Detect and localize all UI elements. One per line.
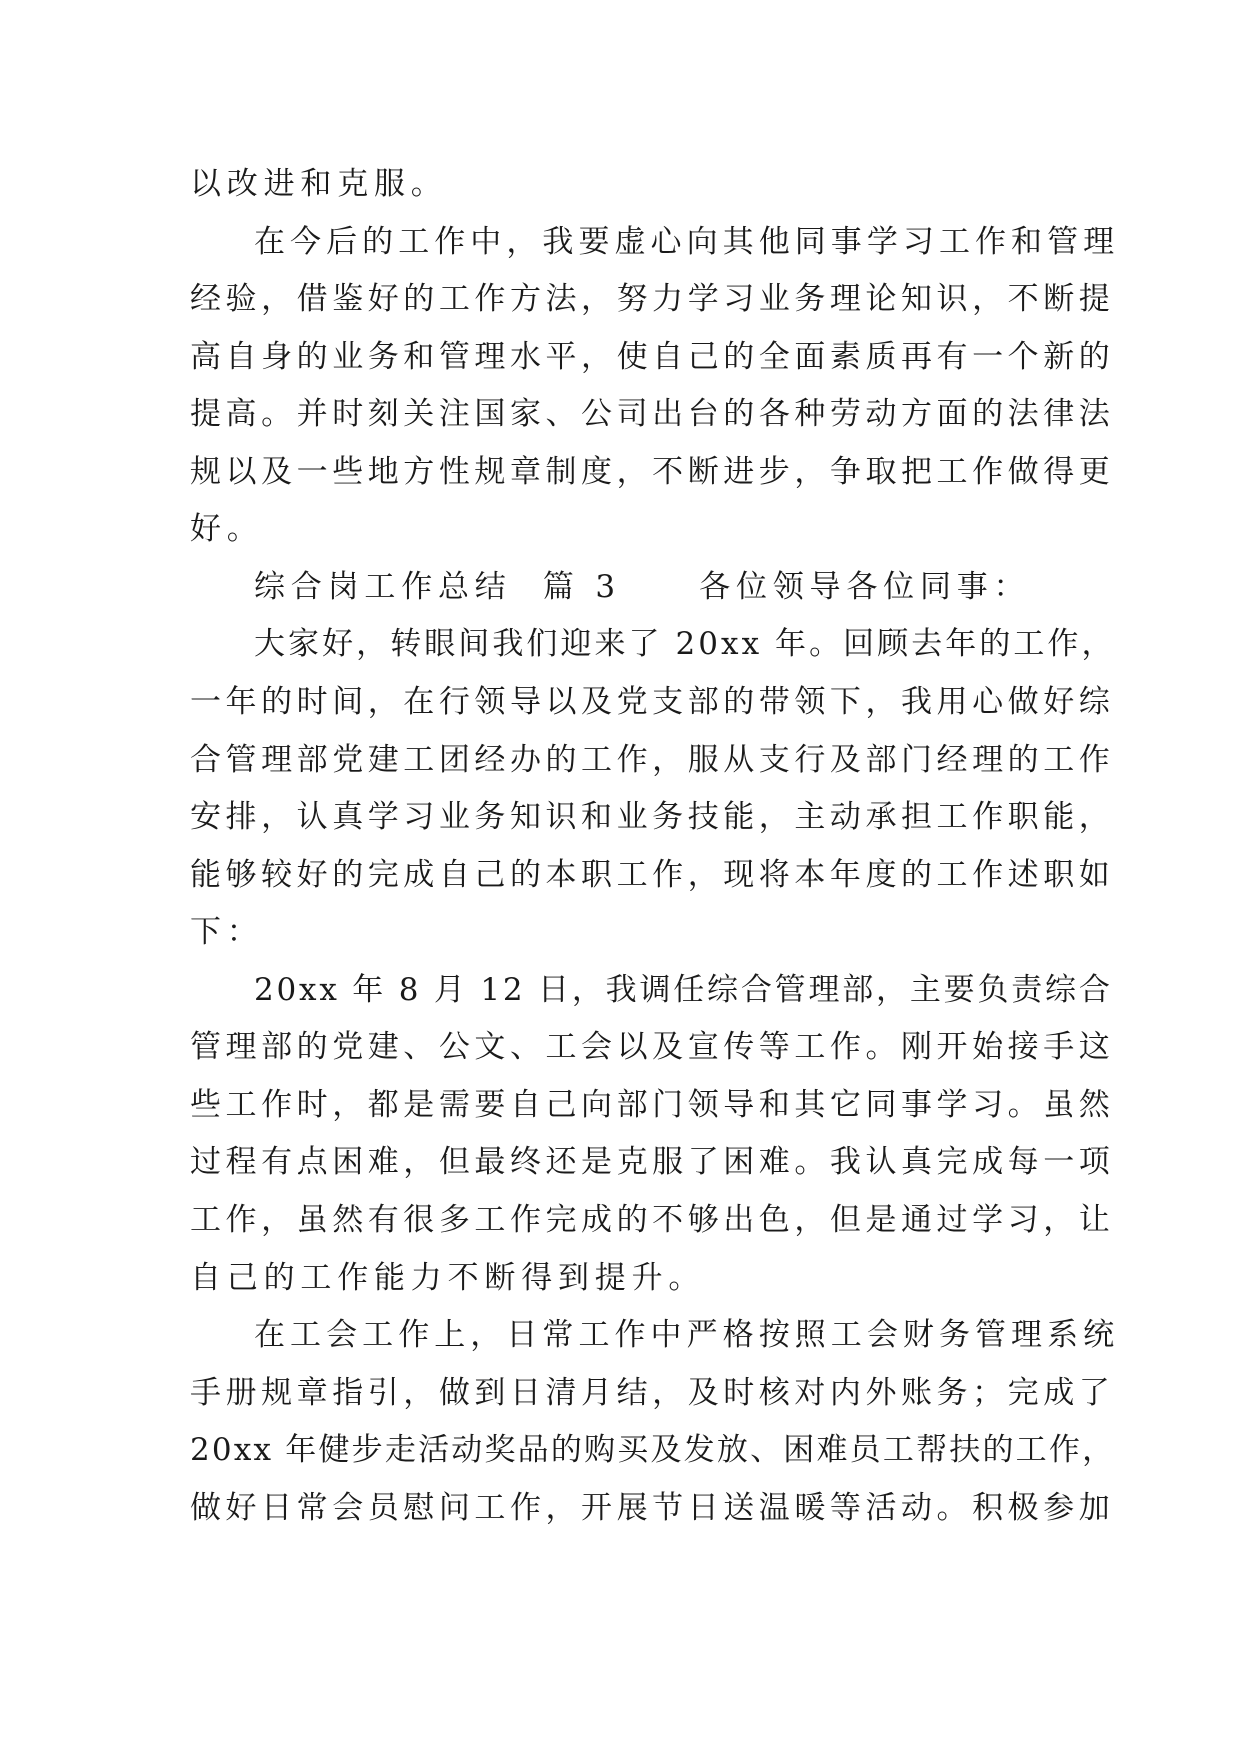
- text-line: 20xx 年 8 月 12 日，我调任综合管理部，主要负责综合: [254, 972, 1113, 1008]
- text-line: 一年的时间，在行领导以及党支部的带领下，我用心做好综: [190, 684, 1115, 720]
- text-line: 合管理部党建工团经办的工作，服从支行及部门经理的工作: [190, 742, 1115, 778]
- text-line: 工作，虽然有很多工作完成的不够出色，但是通过学习，让: [190, 1202, 1115, 1238]
- text-line: 好。: [190, 511, 264, 547]
- text-line: 提高。并时刻关注国家、公司出台的各种劳动方面的法律法: [190, 396, 1115, 432]
- text-line: 20xx 年健步走活动奖品的购买及发放、困难员工帮扶的工作，: [190, 1432, 1116, 1468]
- text-line: 在今后的工作中，我要虚心向其他同事学习工作和管理: [254, 224, 1120, 260]
- text-line: 下：: [190, 914, 264, 950]
- text-line: 以改进和克服。: [190, 166, 448, 202]
- text-line: 高自身的业务和管理水平，使自己的全面素质再有一个新的: [190, 339, 1115, 375]
- text-line: 在工会工作上，日常工作中严格按照工会财务管理系统: [254, 1317, 1120, 1353]
- text-line: 安排，认真学习业务知识和业务技能，主动承担工作职能，: [190, 799, 1115, 835]
- text-line: 大家好，转眼间我们迎来了 20xx 年。回顾去年的工作，: [254, 626, 1116, 662]
- text-line: 能够较好的完成自己的本职工作，现将本年度的工作述职如: [190, 857, 1115, 893]
- text-line: 经验，借鉴好的工作方法，努力学习业务理论知识，不断提: [190, 281, 1115, 317]
- text-line: 做好日常会员慰问工作，开展节日送温暖等活动。积极参加: [190, 1490, 1115, 1526]
- text-line: 手册规章指引，做到日清月结，及时核对内外账务；完成了: [190, 1375, 1115, 1411]
- text-line: 些工作时，都是需要自己向部门领导和其它同事学习。虽然: [190, 1087, 1115, 1123]
- text-line: 自己的工作能力不断得到提升。: [190, 1260, 706, 1296]
- text-line: 管理部的党建、公文、工会以及宣传等工作。刚开始接手这: [190, 1029, 1115, 1065]
- text-line: 过程有点困难，但最终还是克服了困难。我认真完成每一项: [190, 1144, 1115, 1180]
- section-heading: 综合岗工作总结 篇 3 各位领导各位同事：: [254, 569, 1031, 605]
- text-line: 规以及一些地方性规章制度，不断进步，争取把工作做得更: [190, 454, 1115, 490]
